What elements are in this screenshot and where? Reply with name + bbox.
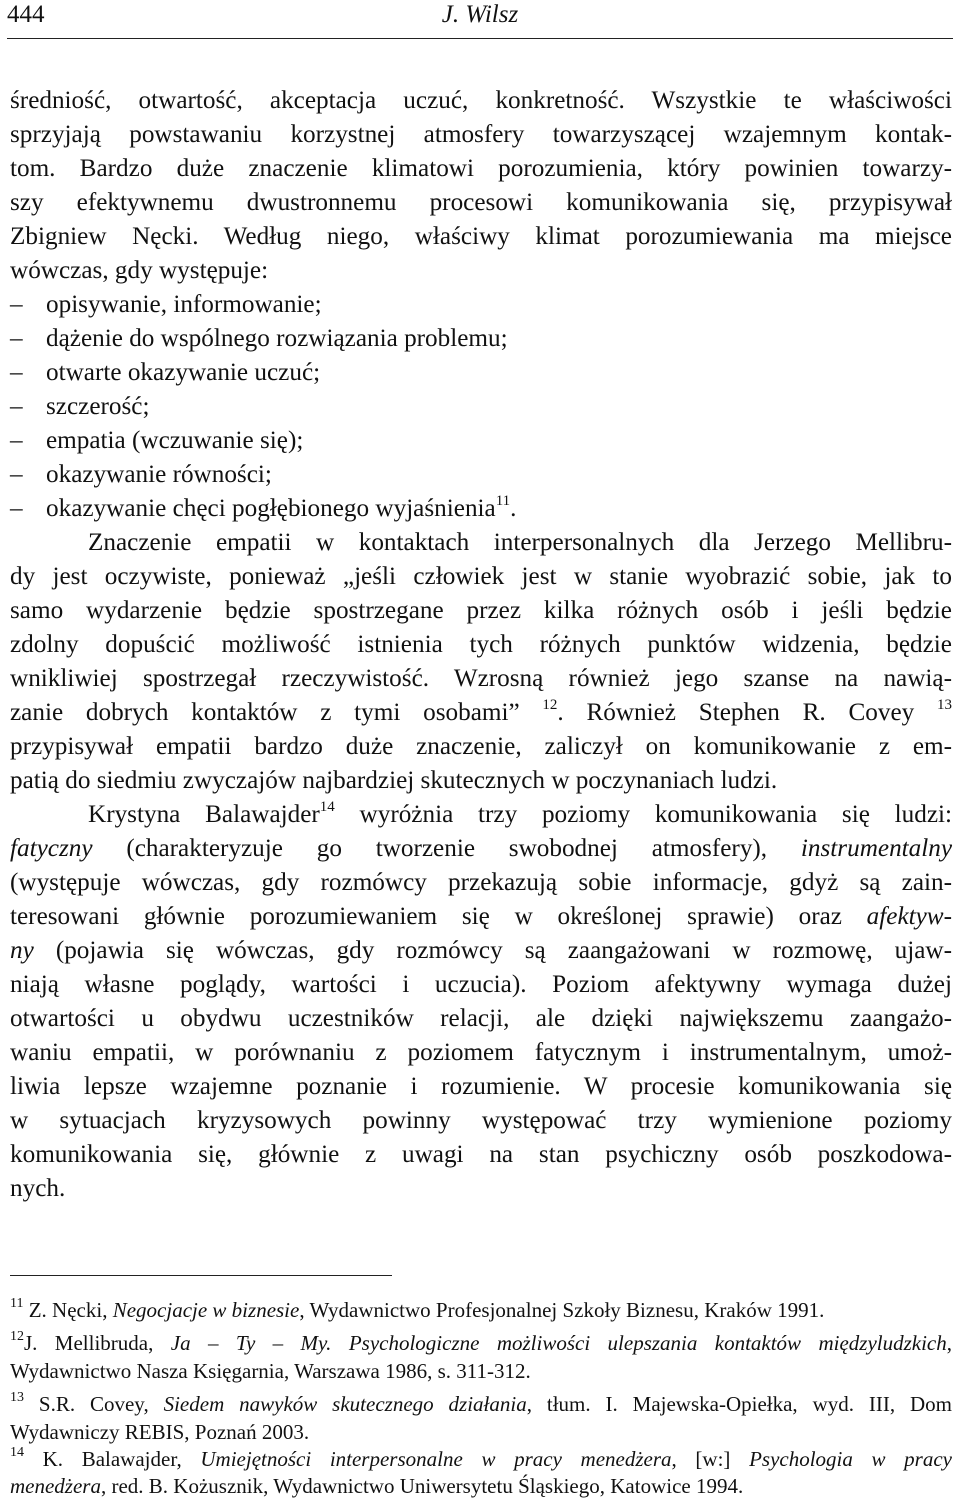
list-dash: – — [10, 325, 23, 352]
body-line: tom. Bardzo duże znaczenie klimatowi porozumienia, który powinien towarzy- — [10, 155, 952, 182]
body-line: wnikliwiej spostrzegał rzeczywistość. Wzrosną również jego szanse na nawią- — [10, 665, 952, 692]
body-line: nych. — [10, 1175, 66, 1202]
body-line: fatyczny (charakteryzuje go tworzenie swobodnej atmosfery), instrumentalny — [10, 835, 953, 862]
list-item: szczerość; — [46, 393, 150, 420]
footnote-ref: 13 — [937, 697, 952, 713]
list-item: otwarte okazywanie uczuć; — [46, 359, 321, 386]
footnote-14-cont: menedżera, red. B. Kożusznik, Wydawnictwo Uniwersytetu Śląskiego, Katowice 1994. — [10, 1474, 744, 1498]
body-line: (występuje wówczas, gdy rozmówcy przekazują sobie informacje, gdyż są zain- — [10, 869, 952, 896]
list-item — [46, 492, 516, 526]
list-dash: – — [10, 291, 23, 318]
body-line: sprzyjają powstawaniu korzystnej atmosfery towarzyszącej wzajemnym kontak- — [10, 121, 952, 148]
list-item: dążenie do wspólnego rozwiązania problemu; — [46, 325, 508, 352]
list-item-text: okazywanie chęci pogłębionego wyjaśnienia — [46, 495, 496, 522]
footnote-ref: 12 — [542, 697, 558, 713]
body-line: otwartości u obydwu uczestników relacji, ale dzięki największemu zaangażo- — [10, 1005, 952, 1032]
footnote-rule — [10, 1275, 392, 1276]
list-item-end: . — [510, 495, 517, 522]
footnote-ref: 14 — [319, 799, 335, 815]
list-dash: – — [10, 393, 23, 420]
body-line: Krystyna Balawajder$^{14}$ wyróżnia trzy poziomy komunikowania się ludzi: — [88, 799, 952, 828]
footnote-14: $^{14}$ K. Balawajder, Umiejętności interpersonalne w pracy menedżera, [w:] Psychologia w pracy — [10, 1445, 952, 1471]
body-line: niają własne poglądy, wartości i uczucia). Poziom afektywny wymaga dużej — [10, 971, 952, 998]
body-line: Znaczenie empatii w kontaktach interpersonalnych dla Jerzego Mellibru- — [88, 529, 952, 556]
footnote-12: $^{12}$J. Mellibruda, Ja – Ty – My. Psychologiczne możliwości ulepszania kontaktów międzyludzkich, — [10, 1329, 952, 1355]
body-line: szy efektywnemu dwustronnemu procesowi komunikowania się, przypisywał — [10, 189, 952, 216]
body-line: zanie dobrych kontaktów z tymi osobami” $^{12}$. Również Stephen R. Covey $^{13}$ — [10, 697, 952, 726]
body-line: w sytuacjach kryzysowych powinny występować trzy wymienione poziomy — [10, 1107, 952, 1134]
list-item: okazywanie równości; — [46, 461, 272, 488]
body-line: liwia lepsze wzajemne poznanie i rozumienie. W procesie komunikowania się — [10, 1073, 952, 1100]
body-line: średniość, otwartość, akceptacja uczuć, konkretność. Wszystkie te właściwości — [10, 87, 952, 114]
body-line: zdolny dopuścić możliwość istnienia tych różnych punktów widzenia, będzie — [10, 631, 952, 658]
body-line: samo wydarzenie będzie spostrzegane przez kilka różnych osób i jeśli będzie — [10, 597, 952, 624]
body-line: komunikowania się, głównie z uwagi na stan psychiczny osób poszkodowa- — [10, 1141, 952, 1168]
page-number: 444 — [7, 1, 45, 28]
body-line: ny (pojawia się wówczas, gdy rozmówcy są zaangażowani w rozmowę, ujaw- — [10, 937, 952, 964]
running-head: J. Wilsz — [441, 1, 519, 28]
body-line: waniu empatii, w porównaniu z poziomem fatycznym i instrumentalnym, umoż- — [10, 1039, 952, 1066]
list-item: empatia (wczuwanie się); — [46, 427, 304, 454]
body-line: Zbigniew Nęcki. Według niego, właściwy klimat porozumiewania ma miejsce — [10, 223, 952, 250]
body-line: wówczas, gdy występuje: — [10, 257, 269, 284]
footnote-13: $^{13}$ S.R. Covey, Siedem nawyków skutecznego działania, tłum. I. Majewska-Opiełka, wyd. III, Dom — [10, 1390, 953, 1416]
list-dash: – — [10, 427, 23, 454]
list-dash: – — [10, 461, 23, 488]
body-line: dy jest oczywiste, ponieważ „jeśli człowiek jest w stanie wyobrazić sobie, jak to — [10, 563, 952, 590]
footnote-12-cont: Wydawnictwo Nasza Księgarnia, Warszawa 1986, s. 311-312. — [10, 1359, 531, 1383]
footnote-11: $^{11}$ Z. Nęcki, Negocjacje w biznesie, Wydawnictwo Profesjonalnej Szkoły Biznesu, Kraków 1991. — [10, 1296, 825, 1322]
list-dash: – — [10, 359, 23, 386]
page-header — [7, 0, 953, 39]
body-line: teresowani głównie porozumiewaniem się w określonej sprawie) oraz afektyw- — [10, 903, 952, 930]
list-item: opisywanie, informowanie; — [46, 291, 322, 318]
footnote-13-cont: Wydawniczy REBIS, Poznań 2003. — [10, 1420, 310, 1444]
body-line: patią do siedmiu zwyczajów najbardziej skutecznych w poczynaniach ludzi. — [10, 767, 778, 794]
footnote-ref: 11 — [495, 493, 511, 509]
body-line: przypisywał empatii bardzo duże znaczenie, zaliczył on komunikowanie z em- — [10, 733, 952, 760]
list-dash: – — [10, 495, 23, 522]
